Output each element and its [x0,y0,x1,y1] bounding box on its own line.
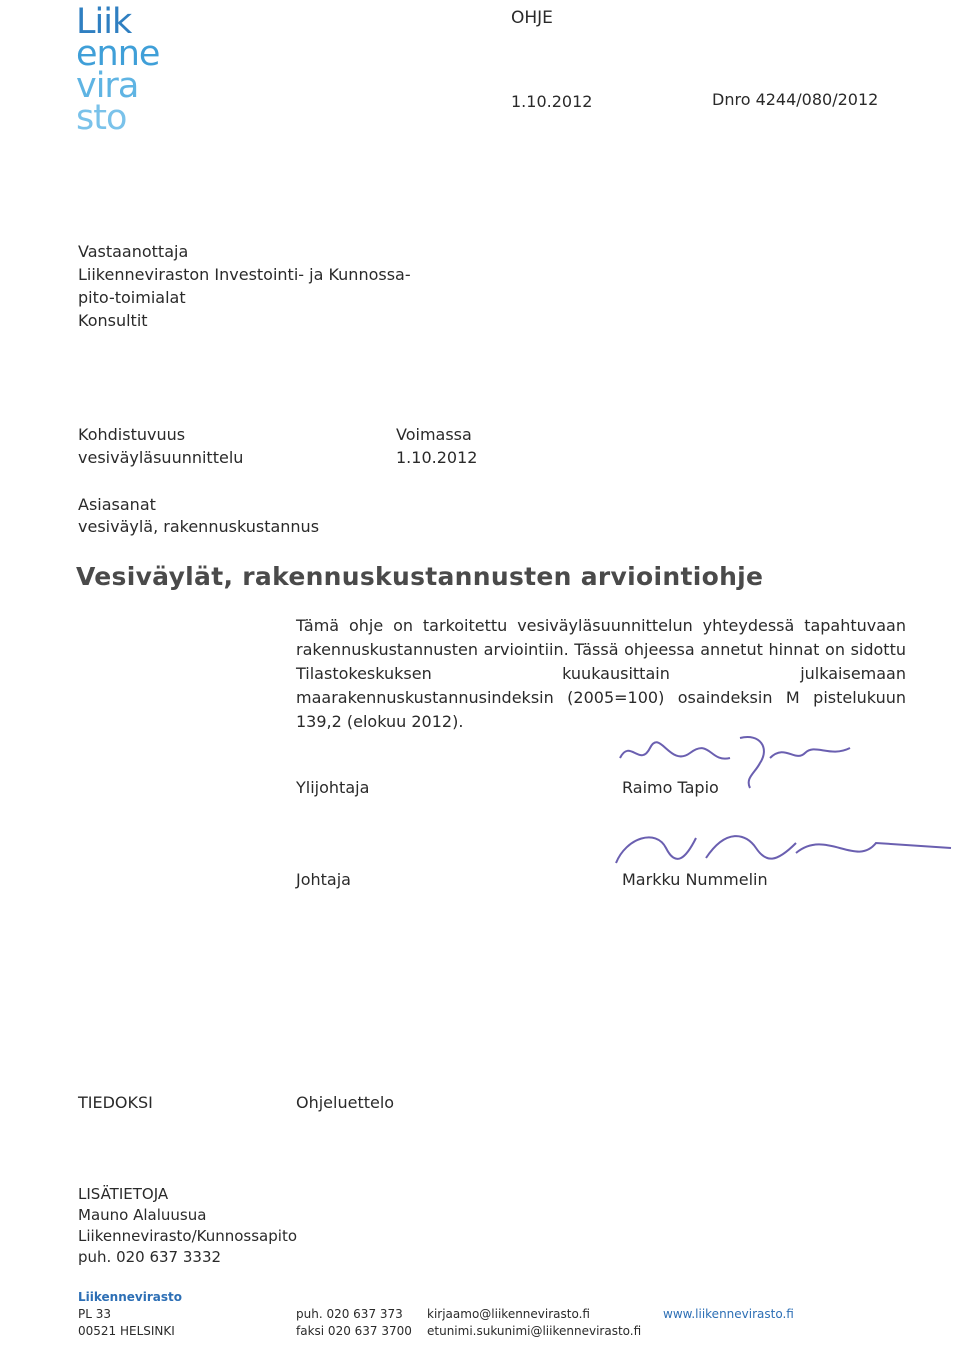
footer-address-2: 00521 HELSINKI [78,1324,175,1338]
signer-2-name: Markku Nummelin [622,870,768,889]
document-type: OHJE [511,8,553,28]
keywords-label: Asiasanat [78,495,156,514]
signer-2-role: Johtaja [296,870,351,889]
liikennevirasto-logo [76,2,196,138]
more-info-line-2: Liikennevirasto/Kunnossapito [78,1227,298,1245]
more-info-label: LISÄTIETOJA [78,1185,169,1203]
more-info-line-1: Mauno Alaluusua [78,1206,207,1224]
footer-phone: puh. 020 637 373 [296,1307,403,1321]
footer-fax: faksi 020 637 3700 [296,1324,412,1338]
recipient-line-2: pito-toimialat [78,288,186,307]
recipient-line-3: Konsultit [78,311,148,330]
document-title: Vesiväylät, rakennuskustannusten arviointiohje [76,562,764,591]
body-paragraph: Tämä ohje on tarkoitettu vesiväyläsuunnittelun yhteydessä tapahtuvaan rakennuskustannusten arviointiin. Tässä ohjeessa annetut hinnat on sidottu Tilastokeskuksen kuukausittain julkaisemaan maarakennuskustannusindeksin (2005=100) osaindeksin M pistelukuun 139,2 (elokuu 2012). [296,616,906,731]
signer-1-role: Ylijohtaja [296,778,370,797]
footer-address-1: PL 33 [78,1307,112,1321]
keywords-value: vesiväylä, rakennuskustannus [78,517,320,536]
distribution-label: TIEDOKSI [78,1093,153,1112]
document-number: Dnro 4244/080/2012 [712,90,879,109]
recipient-label: Vastaanottaja [78,242,189,261]
footer-email-2[interactable]: etunimi.sukunimi@liikennevirasto.fi [427,1324,642,1338]
distribution-value: Ohjeluettelo [296,1093,395,1112]
footer-email-1[interactable]: kirjaamo@liikennevirasto.fi [427,1307,590,1321]
logo-line-4: sto [76,98,127,138]
footer-org: Liikennevirasto [78,1290,182,1304]
logo-line-2: enne [76,34,160,74]
more-info-line-3: puh. 020 637 3332 [78,1248,222,1266]
document-date: 1.10.2012 [511,92,593,111]
signer-1-name: Raimo Tapio [622,778,719,797]
scope-label: Kohdistuvuus [78,425,186,444]
validity-value: 1.10.2012 [396,448,478,467]
logo-line-1: Liik [76,2,132,42]
validity-label: Voimassa [396,425,472,444]
scope-value: vesiväyläsuunnittelu [78,448,244,467]
logo-line-3: vira [76,66,139,106]
footer-website-link[interactable]: www.liikennevirasto.fi [663,1307,794,1321]
recipient-line-1: Liikenneviraston Investointi- ja Kunnossa- [78,265,411,284]
